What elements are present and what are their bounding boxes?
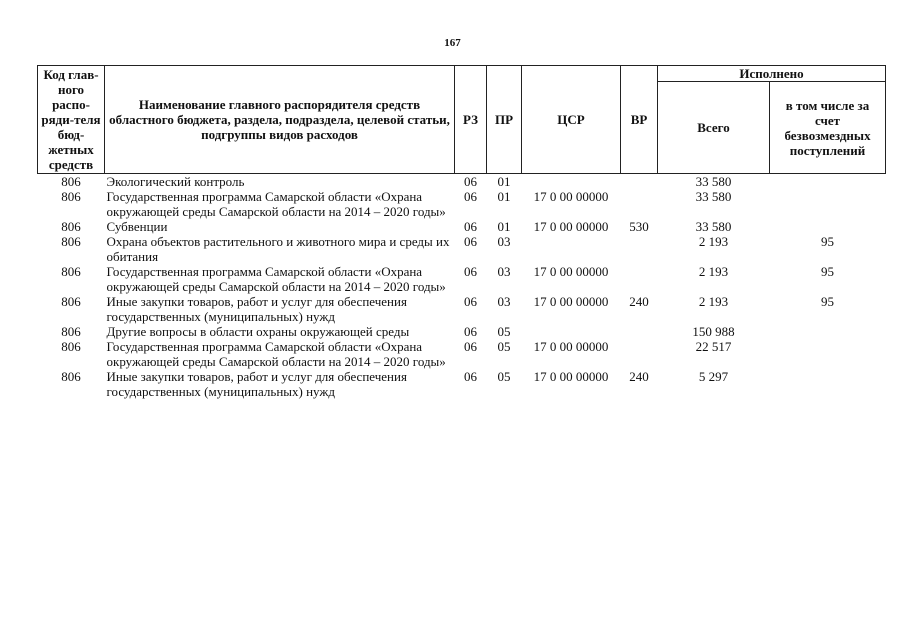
cell-pr: 05 — [497, 369, 511, 384]
table-row — [38, 324, 886, 339]
cell-name: Охрана объектов растительного и животного мира и среды их обитания — [106, 234, 450, 264]
header-free: в том числе за счет безвозмездных поступлений — [770, 82, 886, 174]
cell-free: 95 — [821, 264, 834, 279]
cell-rz: 06 — [464, 369, 477, 384]
header-total: Всего — [658, 82, 770, 174]
cell-rz: 06 — [464, 324, 477, 339]
cell-name: Иные закупки товаров, работ и услуг для обеспечения государственных (муниципальных) нужд — [106, 294, 407, 324]
cell-total: 33 580 — [695, 189, 732, 204]
table-body — [38, 174, 886, 400]
cell-code: 806 — [61, 219, 81, 234]
cell-code: 806 — [61, 234, 81, 249]
cell-name: Государственная программа Самарской области «Охрана окружающей среды Самарской области на 2014 – 2020 годы» — [106, 189, 446, 219]
cell-vr — [621, 324, 658, 339]
cell-free — [770, 339, 886, 369]
table-row — [38, 294, 886, 324]
cell-pr: 05 — [497, 339, 511, 354]
cell-pr: 01 — [497, 219, 511, 234]
cell-code: 806 — [61, 264, 81, 279]
cell-free: 95 — [821, 234, 834, 249]
cell-vr — [621, 174, 658, 190]
cell-csr: 17 0 00 00000 — [533, 264, 609, 279]
cell-vr — [621, 189, 658, 219]
cell-free — [770, 369, 886, 399]
cell-name: Государственная программа Самарской области «Охрана окружающей среды Самарской области на 2014 – 2020 годы» — [106, 264, 446, 294]
cell-vr — [621, 264, 658, 294]
cell-csr — [522, 174, 621, 190]
table-row — [38, 189, 886, 219]
cell-free: 95 — [821, 294, 834, 309]
cell-free — [770, 324, 886, 339]
cell-total: 5 297 — [698, 369, 729, 384]
cell-total: 22 517 — [695, 339, 732, 354]
cell-total: 33 580 — [695, 174, 732, 189]
cell-total: 33 580 — [695, 219, 732, 234]
cell-rz: 06 — [464, 339, 477, 354]
table-row — [38, 174, 886, 190]
cell-total: 2 193 — [698, 264, 729, 279]
cell-vr — [621, 234, 658, 264]
cell-csr: 17 0 00 00000 — [533, 369, 609, 384]
cell-free — [770, 189, 886, 219]
cell-pr: 01 — [497, 189, 511, 204]
cell-rz: 06 — [464, 234, 477, 249]
cell-total: 150 988 — [692, 324, 735, 339]
cell-code: 806 — [61, 369, 81, 384]
page-number: 167 — [444, 37, 461, 49]
cell-pr: 03 — [497, 234, 511, 249]
cell-vr: 240 — [629, 294, 649, 309]
cell-free — [770, 219, 886, 234]
cell-name: Экологический контроль — [106, 174, 245, 189]
cell-pr: 01 — [497, 174, 511, 189]
table-row — [38, 369, 886, 399]
table-row — [38, 219, 886, 234]
cell-csr — [522, 234, 621, 264]
cell-total: 2 193 — [698, 294, 729, 309]
cell-csr: 17 0 00 00000 — [533, 339, 609, 354]
header-pr: ПР — [487, 66, 522, 174]
cell-vr: 530 — [629, 219, 649, 234]
cell-name: Иные закупки товаров, работ и услуг для обеспечения государственных (муниципальных) нужд — [106, 369, 407, 399]
cell-free — [770, 174, 886, 190]
header-vr: ВР — [621, 66, 658, 174]
cell-vr — [621, 339, 658, 369]
header-rz: РЗ — [455, 66, 487, 174]
cell-total: 2 193 — [698, 234, 729, 249]
cell-rz: 06 — [464, 189, 477, 204]
cell-name: Другие вопросы в области охраны окружающей среды — [106, 324, 410, 339]
cell-code: 806 — [61, 174, 81, 189]
cell-rz: 06 — [464, 174, 477, 189]
header-executed: Исполнено — [658, 66, 886, 82]
cell-pr: 03 — [497, 294, 511, 309]
cell-name: Субвенции — [106, 219, 168, 234]
cell-rz: 06 — [464, 294, 477, 309]
cell-csr: 17 0 00 00000 — [533, 294, 609, 309]
cell-csr — [522, 324, 621, 339]
header-code: Код глав-ного распо-ряди-теля бюд-жетных средств — [38, 66, 105, 174]
header-name: Наименование главного распорядителя средств областного бюджета, раздела, подраздела, целевой статьи, подгруппы видов расходов — [105, 66, 455, 174]
table-header — [38, 66, 886, 174]
cell-csr: 17 0 00 00000 — [533, 189, 609, 204]
cell-code: 806 — [61, 324, 81, 339]
cell-code: 806 — [61, 339, 81, 354]
cell-code: 806 — [61, 189, 81, 204]
cell-rz: 06 — [464, 219, 477, 234]
table-row — [38, 264, 886, 294]
header-csr: ЦСР — [522, 66, 621, 174]
cell-csr: 17 0 00 00000 — [533, 219, 609, 234]
cell-vr: 240 — [629, 369, 649, 384]
cell-pr: 03 — [497, 264, 511, 279]
cell-code: 806 — [61, 294, 81, 309]
cell-name: Государственная программа Самарской области «Охрана окружающей среды Самарской области на 2014 – 2020 годы» — [106, 339, 446, 369]
table-row — [38, 339, 886, 369]
budget-table — [37, 65, 886, 399]
cell-pr: 05 — [497, 324, 511, 339]
cell-rz: 06 — [464, 264, 477, 279]
table-row — [38, 234, 886, 264]
